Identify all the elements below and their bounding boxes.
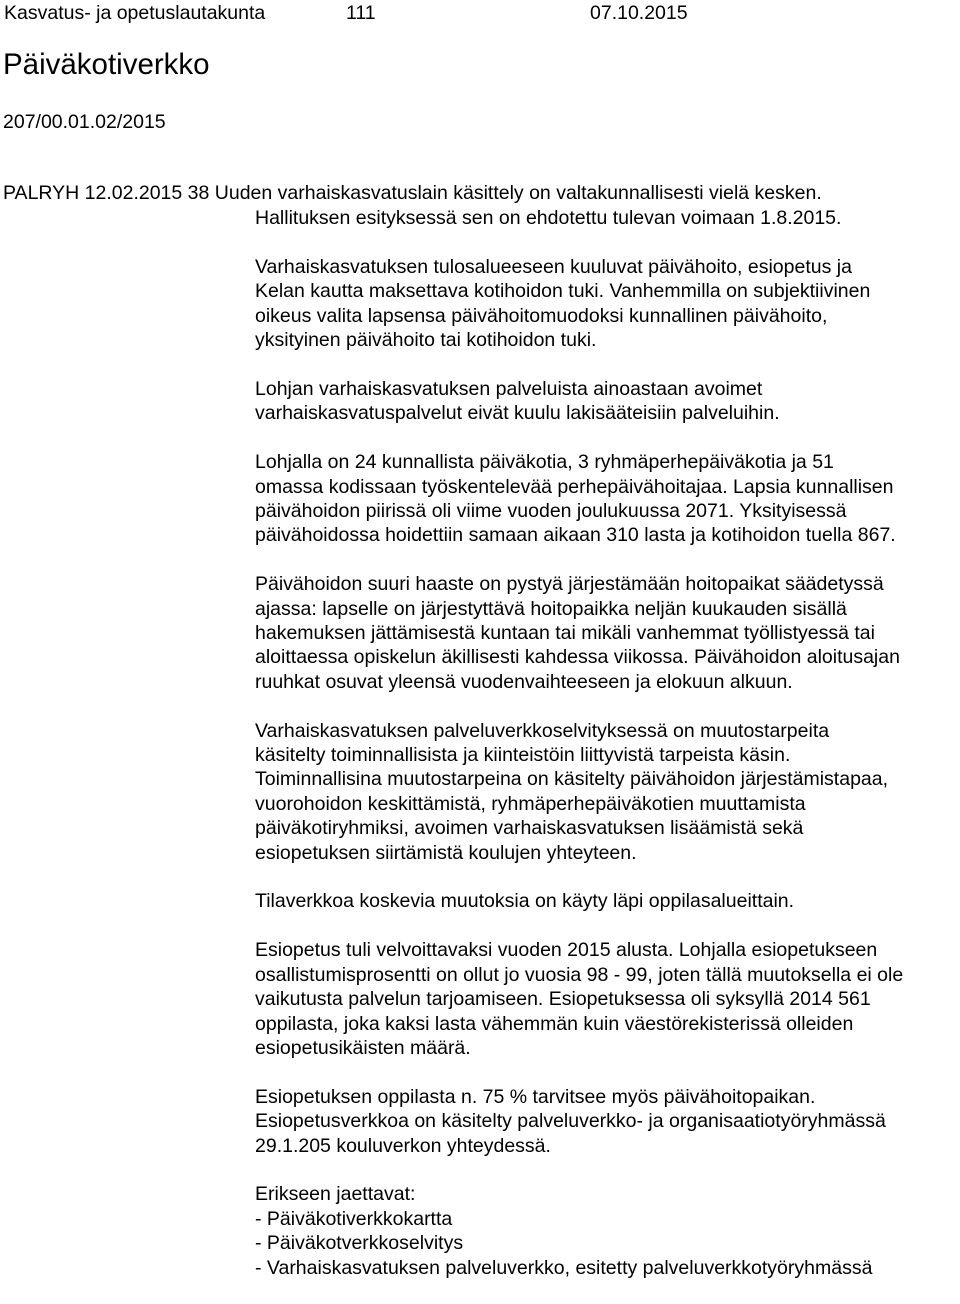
text-line: päivähoidon piirissä oli viime vuoden joulukuussa 2071. Yksityisessä [255,500,847,523]
text-line: Lohjan varhaiskasvatuksen palveluista ainoastaan avoimet [255,378,763,401]
text-line: Kelan kautta maksettava kotihoidon tuki. Vanhemmilla on subjektiivinen [255,280,871,303]
attachment-item: - Päiväkotiverkkokartta [255,1207,453,1230]
paragraph [255,719,960,865]
text-line: Esiopetus tuli velvoittavaksi vuoden 2015 alusta. Lohjalla esiopetukseen [255,939,878,962]
text-line: käsitelty toiminnallisista ja kiinteistöin liittyvistä tarpeista käsin. [255,744,791,767]
text-line: ruuhkat osuvat yleensä vuodenvaihteeseen ja elokuun alkuun. [255,670,793,693]
reference-number: 207/00.01.02/2015 [3,111,166,133]
text-line: päivähoidossa hoidettiin samaan aikaan 310 lasta ja kotihoidon tuella 867. [255,524,896,547]
paragraph [255,450,960,548]
paragraph [255,1085,960,1158]
paragraph [255,572,960,694]
text-line: 29.1.205 kouluverkon yhteydessä. [255,1134,551,1157]
text-line: vuorohoidon keskittämistä, ryhmäperhepäiväkotien muuttamista [255,792,806,815]
text-line: Lohjalla on 24 kunnallista päiväkotia, 3 ryhmäperhepäiväkotia ja 51 [255,451,834,474]
organization-name: Kasvatus- ja opetuslautakunta [4,2,266,24]
meeting-date: 07.10.2015 [590,2,688,24]
text-line: Varhaiskasvatuksen tulosalueeseen kuuluvat päivähoito, esiopetus ja [255,256,852,278]
text-line: Esiopetusverkkoa on käsitelty palveluverkko- ja organisaatiotyöryhmässä [255,1110,886,1133]
text-line: esiopetusikäisten määrä. [255,1036,471,1059]
decision-line: Hallituksen esityksessä sen on ehdotettu tulevan voimaan 1.8.2015. [255,206,842,229]
text-line: hakemuksen jättämisestä kuntaan tai mikäli vanhemmat työllistyessä tai [255,622,875,645]
text-line: esiopetuksen siirtämistä koulujen yhteyteen. [255,841,637,864]
paragraph [255,377,960,426]
text-line: Tilaverkkoa koskevia muutoksia on käyty läpi oppilasalueittain. [255,890,795,913]
decision-record [3,181,960,230]
attachments-section [255,1182,960,1280]
text-line: Varhaiskasvatuksen palveluverkkoselvityksessä on muutostarpeita [255,719,830,742]
text-line: ajassa: lapselle on järjestyttävä hoitopaikka neljän kuukauden sisällä [255,597,847,620]
text-line: Toiminnallisina muutostarpeina on käsitelty päivähoidon järjestämistapaa, [255,768,889,791]
text-line: osallistumisprosentti on ollut jo vuosia 98 - 99, joten tällä muutoksella ei ole [255,963,904,986]
text-line: varhaiskasvatuspalvelut eivät kuulu lakisääteisiin palveluihin. [255,402,780,425]
decision-line: PALRYH 12.02.2015 38 Uuden varhaiskasvatuslain käsittely on valtakunnallisesti vielä kesken. [3,182,822,204]
attachment-item: - Päiväkotverkkoselvitys [255,1232,464,1255]
section-number: 111 [346,2,376,24]
text-line: päiväkotiryhmiksi, avoimen varhaiskasvatuksen lisäämistä sekä [255,817,804,840]
text-line: oikeus valita lapsensa päivähoitomuodoksi kunnallinen päivähoito, [255,304,828,327]
paragraph [255,938,960,1060]
document-body [255,255,960,1304]
paragraph [255,255,960,353]
text-line: aloittaessa opiskelun äkillisesti kahdessa viikossa. Päivähoidon aloitusajan [255,646,900,669]
attachment-item: - Varhaiskasvatuksen palveluverkko, esitetty palveluverkkotyöryhmässä [255,1256,873,1279]
text-line: vaikutusta palvelun tarjoamiseen. Esiopetuksessa oli syksyllä 2014 561 [255,988,871,1011]
text-line: oppilasta, joka kaksi lasta vähemmän kuin väestörekisterissä olleiden [255,1012,854,1035]
text-line: Päivähoidon suuri haaste on pystyä järjestämään hoitopaikat säädetyssä [255,573,884,596]
attachments-heading: Erikseen jaettavat: [255,1183,416,1206]
text-line: yksityinen päivähoito tai kotihoidon tuki. [255,329,597,352]
paragraph [255,889,960,913]
text-line: omassa kodissaan työskentelevää perhepäivähoitajaa. Lapsia kunnallisen [255,475,894,498]
page-title: Päiväkotiverkko [3,48,210,81]
text-line: Esiopetuksen oppilasta n. 75 % tarvitsee myös päivähoitopaikan. [255,1085,816,1108]
